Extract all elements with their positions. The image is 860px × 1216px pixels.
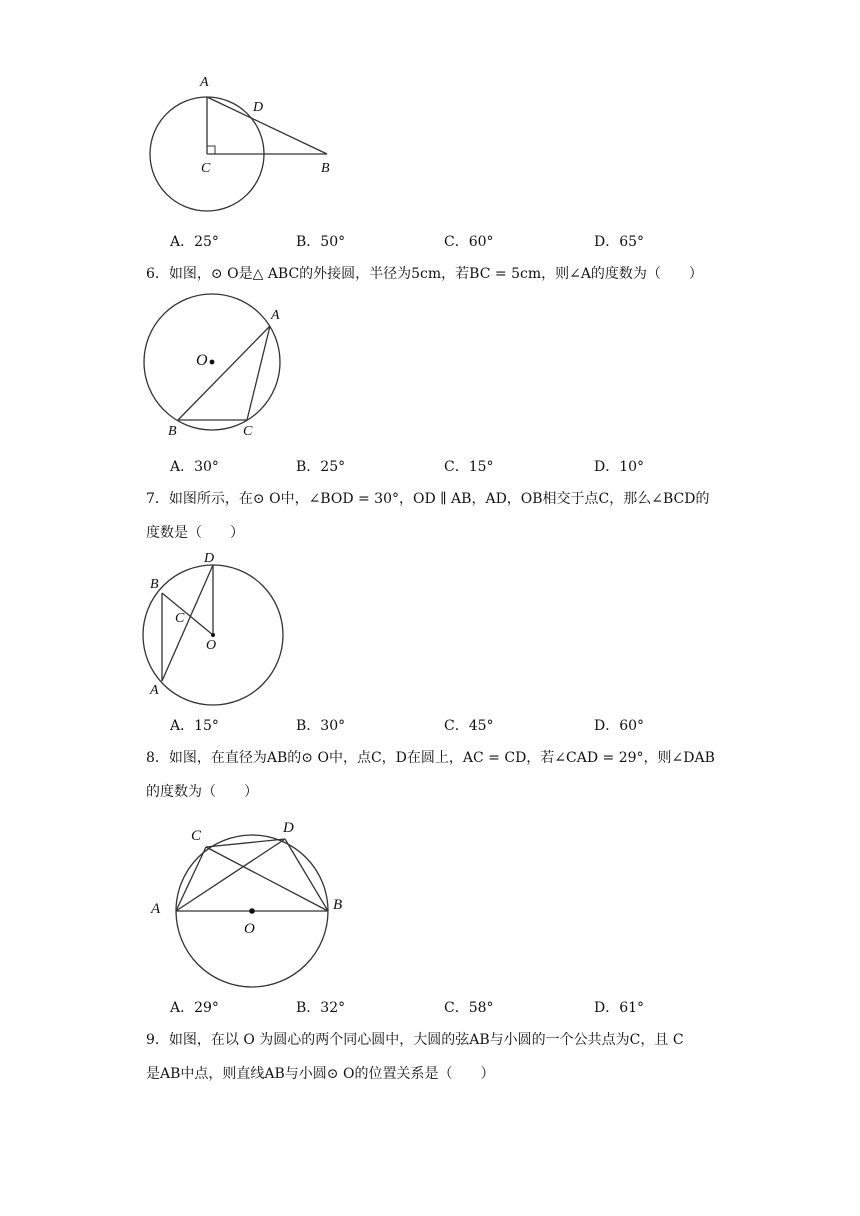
q8-center-point xyxy=(249,908,255,914)
q6-question xyxy=(146,257,726,291)
q7-center-point xyxy=(211,633,215,637)
q7-label-d: D xyxy=(204,551,215,566)
q7-text-line-2: 度数是（ ） xyxy=(146,525,244,541)
q7-option-d[interactable]: D．60° xyxy=(594,718,645,734)
q5-options xyxy=(170,231,690,251)
q6-label-c: C xyxy=(243,424,253,439)
q8-label-a: A xyxy=(151,901,161,917)
q8-label-b: B xyxy=(333,897,343,913)
q8-option-d[interactable]: D．61° xyxy=(594,1000,645,1016)
q6-option-c[interactable]: C．15° xyxy=(444,459,494,475)
q5-option-b[interactable]: B．50° xyxy=(296,234,346,250)
q7-label-c: C xyxy=(175,611,185,626)
q7-option-b[interactable]: B．30° xyxy=(296,718,346,734)
q8-text-line-1: 8．如图，在直径为AB的⊙ O中，点C，D在圆上，AC = CD，若∠CAD = 29°，则∠DAB xyxy=(146,750,715,766)
q6-figure xyxy=(140,295,300,445)
q7-label-a: A xyxy=(150,683,159,698)
q5-option-a[interactable]: A．25° xyxy=(170,234,219,250)
q6-label-a: A xyxy=(271,308,280,323)
q7-label-o: O xyxy=(206,638,217,653)
q7-option-a[interactable]: A．15° xyxy=(170,718,219,734)
q8-option-c[interactable]: C．58° xyxy=(444,1000,494,1016)
q7-label-b: B xyxy=(150,577,159,592)
q5-segment-ab xyxy=(207,97,327,154)
q7-option-c[interactable]: C．45° xyxy=(444,718,494,734)
q5-diagram xyxy=(140,70,360,220)
q6-text-line-1: 6．如图，⊙ O是△ ABC的外接圆，半径为5cm，若BC = 5cm，则∠A的度数为（ ） xyxy=(146,266,703,282)
q5-option-c[interactable]: C．60° xyxy=(444,234,494,250)
q5-figure xyxy=(140,70,360,220)
q5-label-b: B xyxy=(321,161,330,176)
q8-text-line-2: 的度数为（ ） xyxy=(146,784,258,800)
q7-segment-ad xyxy=(162,565,213,681)
q6-center-point xyxy=(210,360,215,365)
q8-label-c: C xyxy=(191,828,202,844)
q6-diagram xyxy=(140,295,300,445)
q6-label-b: B xyxy=(168,424,177,439)
q8-question xyxy=(146,741,726,809)
q5-right-angle-mark xyxy=(207,146,215,154)
q7-diagram xyxy=(140,548,300,700)
q5-label-a: A xyxy=(200,75,209,90)
q8-option-a[interactable]: A．29° xyxy=(170,1000,219,1016)
q8-option-b[interactable]: B．32° xyxy=(296,1000,346,1016)
q9-question xyxy=(146,1023,726,1091)
q8-options xyxy=(170,997,690,1017)
q7-figure xyxy=(140,548,300,700)
q9-text-line-1: 9．如图，在以 O 为圆心的两个同心圆中，大圆的弦AB与小圆的一个公共点为C，且 C xyxy=(146,1032,684,1048)
q7-options xyxy=(170,715,690,735)
q6-options xyxy=(170,456,690,476)
q6-option-b[interactable]: B．25° xyxy=(296,459,346,475)
q7-question xyxy=(146,482,726,550)
q8-label-d: D xyxy=(283,820,294,836)
q6-segment-ab xyxy=(178,326,270,420)
q6-label-o: O xyxy=(196,352,208,369)
q5-option-d[interactable]: D．65° xyxy=(594,234,645,250)
q5-label-d: D xyxy=(253,100,264,115)
q9-text-line-2: 是AB中点，则直线AB与小圆⊙ O的位置关系是（ ） xyxy=(146,1066,495,1082)
q6-option-a[interactable]: A．30° xyxy=(170,459,219,475)
q8-figure xyxy=(145,815,355,985)
q6-option-d[interactable]: D．10° xyxy=(594,459,645,475)
q6-segment-ac xyxy=(247,326,270,420)
q8-diagram xyxy=(145,815,355,985)
q5-label-c: C xyxy=(201,161,211,176)
q7-segment-bo xyxy=(162,593,213,635)
q8-label-o: O xyxy=(244,921,255,937)
q7-text-line-1: 7．如图所示，在⊙ O中，∠BOD = 30°，OD ∥ AB，AD，OB相交于点C，那么∠BCD的 xyxy=(146,491,710,507)
